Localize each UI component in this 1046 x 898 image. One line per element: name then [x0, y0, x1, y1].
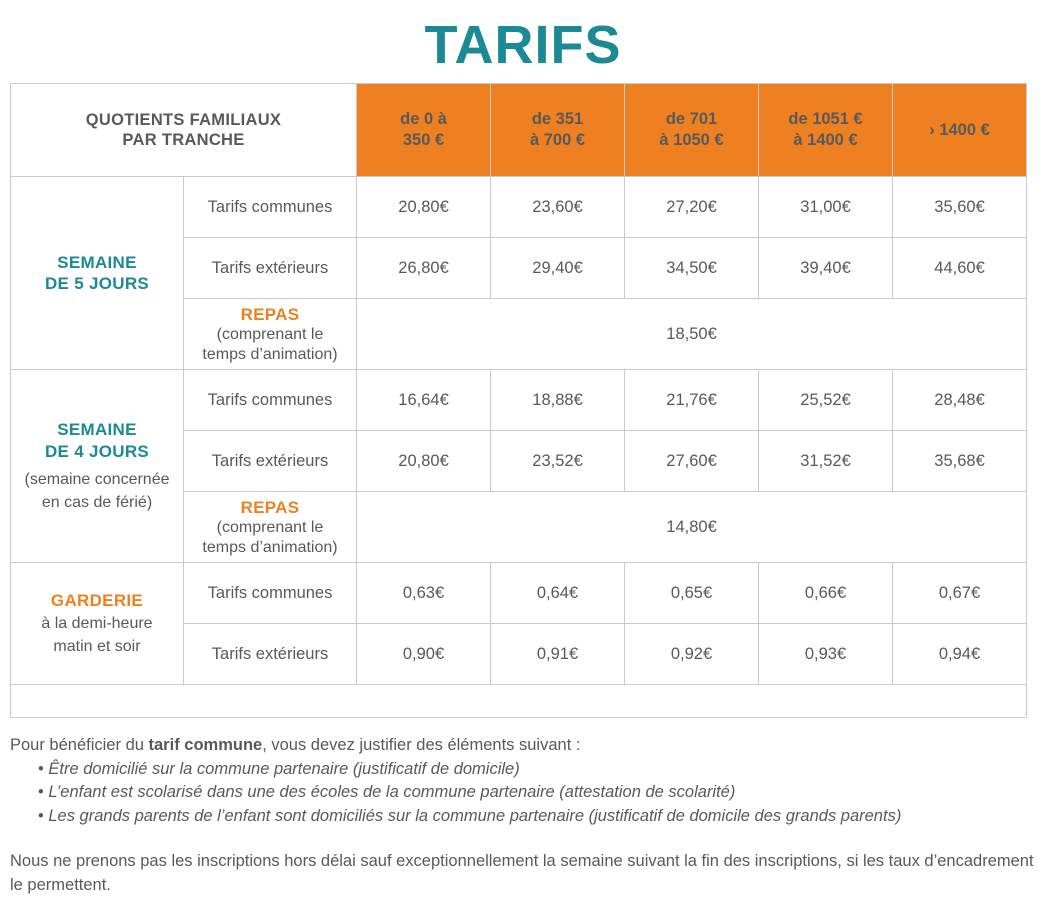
row-label-repas-4j [184, 492, 357, 563]
section-label-semaine-4-jours [11, 370, 184, 563]
row-label-tarifs-exterieurs-4j: Tarifs extérieurs [184, 431, 357, 492]
repas-sub-line2: temps d’animation) [202, 538, 338, 556]
repas-sub-line2: temps d’animation) [202, 345, 338, 363]
bracket-1-line2: 350 € [402, 131, 445, 150]
price-cell: 0,65€ [625, 563, 759, 624]
section-title-line2: DE 5 JOURS [44, 274, 150, 294]
price-cell: 27,20€ [625, 177, 759, 238]
footer-bullet-list [10, 758, 1036, 828]
price-cell: 0,93€ [759, 624, 893, 685]
table-blank-row [11, 685, 1027, 718]
row-label-tarifs-communes-garderie: Tarifs communes [184, 563, 357, 624]
repas-title: REPAS [240, 304, 300, 324]
page-title: TARIFS [424, 15, 622, 75]
price-cell: 31,00€ [759, 177, 893, 238]
bracket-1-line1: de 0 à [400, 109, 447, 128]
footer-lead-before: Pour bénéficier du [10, 736, 149, 755]
price-cell: 21,76€ [625, 370, 759, 431]
price-cell: 23,52€ [491, 431, 625, 492]
price-cell: 44,60€ [893, 238, 1027, 299]
price-cell: 26,80€ [357, 238, 491, 299]
table-row [11, 370, 1027, 431]
bracket-2-line2: à 700 € [529, 131, 586, 150]
price-cell: 25,52€ [759, 370, 893, 431]
price-cell: 0,91€ [491, 624, 625, 685]
section-subtitle-line2: matin et soir [53, 637, 141, 655]
header-bracket-2 [491, 84, 625, 177]
price-cell: 28,48€ [893, 370, 1027, 431]
section-subtitle-line1: (semaine concernée [24, 470, 170, 488]
price-cell: 0,94€ [893, 624, 1027, 685]
header-bracket-4 [759, 84, 893, 177]
header-bracket-5 [893, 84, 1027, 177]
price-cell: 0,66€ [759, 563, 893, 624]
bracket-5-line1: › 1400 € [929, 120, 990, 139]
footer-lead-bold: tarif commune [148, 736, 263, 755]
price-cell: 20,80€ [357, 177, 491, 238]
bracket-2-line1: de 351 [531, 109, 584, 128]
section-title-line2: DE 4 JOURS [44, 441, 150, 461]
footer-lead-after: , vous devez justifier des éléments suivant : [262, 736, 581, 755]
price-cell: 18,88€ [491, 370, 625, 431]
header-label-line2: PAR TRANCHE [122, 131, 245, 150]
row-label-tarifs-exterieurs-5j: Tarifs extérieurs [184, 238, 357, 299]
price-cell: 0,63€ [357, 563, 491, 624]
section-label-semaine-5-jours [11, 177, 184, 370]
row-label-tarifs-communes-4j: Tarifs communes [184, 370, 357, 431]
section-subtitle-line2: en cas de férié) [41, 493, 153, 511]
table-header-row [11, 84, 1027, 177]
footer-lead [10, 734, 1036, 757]
price-cell: 35,60€ [893, 177, 1027, 238]
price-cell: 29,40€ [491, 238, 625, 299]
footer-notes [10, 718, 1036, 898]
tarifs-table-wrapper [10, 83, 1026, 718]
table-blank-cell [11, 685, 1027, 718]
row-label-tarifs-communes-5j: Tarifs communes [184, 177, 357, 238]
price-cell: 34,50€ [625, 238, 759, 299]
section-subtitle-line1: à la demi-heure [41, 614, 153, 632]
table-row [11, 177, 1027, 238]
list-item: • L’enfant est scolarisé dans une des écoles de la commune partenaire (attestation de scolarité) [38, 781, 1036, 804]
row-label-tarifs-exterieurs-garderie: Tarifs extérieurs [184, 624, 357, 685]
price-cell: 0,90€ [357, 624, 491, 685]
header-label-line1: QUOTIENTS FAMILIAUX [85, 110, 282, 129]
price-cell: 27,60€ [625, 431, 759, 492]
bracket-3-line1: de 701 [665, 109, 718, 128]
price-cell: 39,40€ [759, 238, 893, 299]
price-cell: 16,64€ [357, 370, 491, 431]
repas-sub-line1: (comprenant le [216, 519, 324, 537]
footer-closing-paragraph: Nous ne prenons pas les inscriptions hors délai sauf exceptionnellement la semaine suivant la fin des inscriptions, si les taux d’encadrement le permettent. [10, 852, 1034, 894]
header-bracket-3 [625, 84, 759, 177]
price-cell: 0,64€ [491, 563, 625, 624]
tarifs-table [10, 83, 1027, 718]
price-cell: 20,80€ [357, 431, 491, 492]
price-cell: 0,67€ [893, 563, 1027, 624]
bracket-3-line2: à 1050 € [659, 131, 724, 150]
header-quotients-label [11, 84, 357, 177]
table-row [11, 563, 1027, 624]
price-cell: 35,68€ [893, 431, 1027, 492]
list-item: • Les grands parents de l’enfant sont domiciliés sur la commune partenaire (justificatif de domicile des grands parents) [38, 805, 1036, 828]
section-title-line1: SEMAINE [57, 253, 137, 273]
repas-sub-line1: (comprenant le [216, 326, 324, 344]
repas-price-5j: 18,50€ [357, 299, 1027, 370]
price-cell: 23,60€ [491, 177, 625, 238]
repas-price-4j: 14,80€ [357, 492, 1027, 563]
repas-title: REPAS [240, 497, 300, 517]
bracket-4-line2: à 1400 € [793, 131, 858, 150]
row-label-repas-5j [184, 299, 357, 370]
bracket-4-line1: de 1051 € [788, 109, 863, 128]
header-bracket-1 [357, 84, 491, 177]
price-cell: 31,52€ [759, 431, 893, 492]
list-item: • Être domicilié sur la commune partenaire (justificatif de domicile) [38, 758, 1036, 781]
section-title-line1: GARDERIE [50, 591, 144, 611]
section-label-garderie [11, 563, 184, 685]
section-title-line1: SEMAINE [57, 420, 137, 440]
price-cell: 0,92€ [625, 624, 759, 685]
